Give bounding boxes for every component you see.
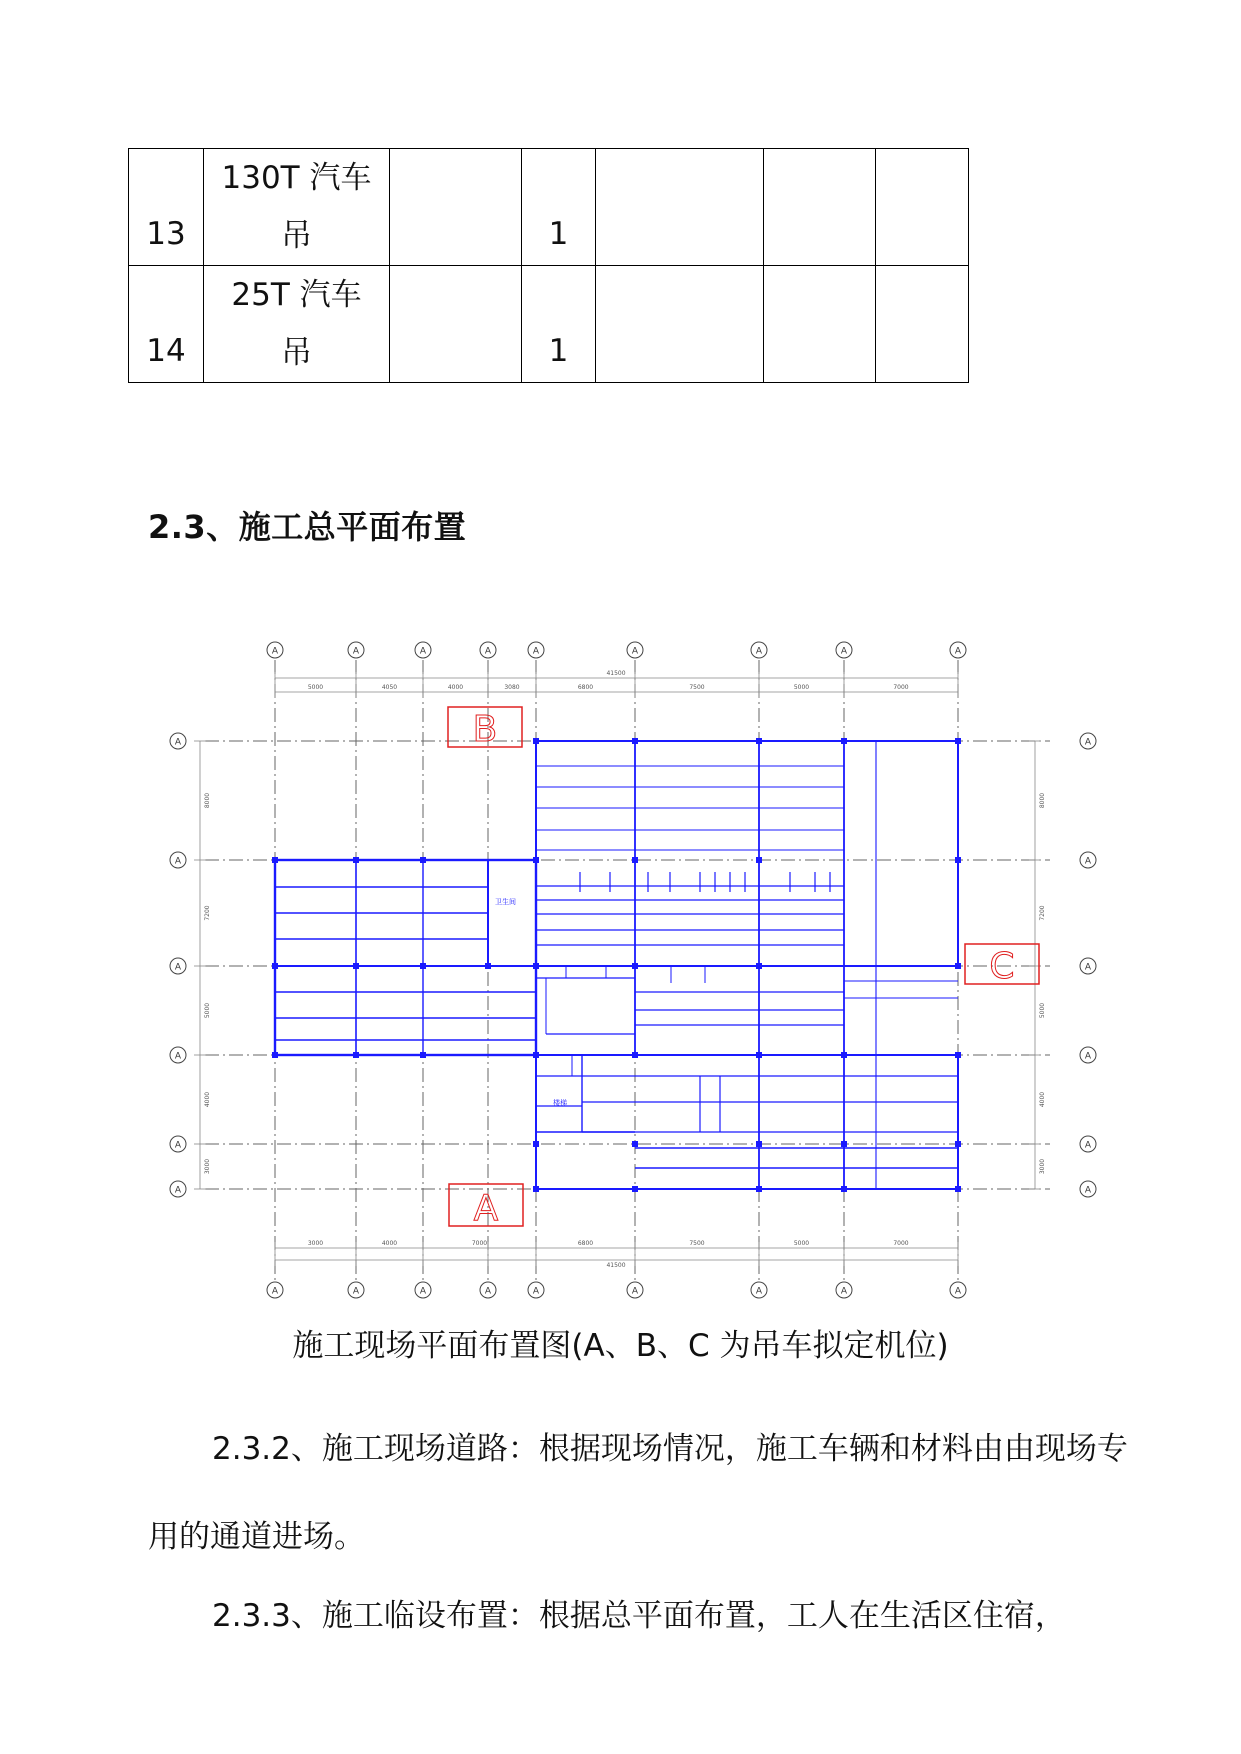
axis-bubble-label: A <box>631 1286 639 1297</box>
dimension-label: 4000 <box>381 1240 398 1247</box>
structure <box>272 738 961 1192</box>
column <box>533 1186 539 1192</box>
table-cell <box>596 266 764 383</box>
column <box>632 738 638 744</box>
dimension-label: 6800 <box>577 1240 594 1247</box>
column <box>841 1141 847 1147</box>
crane-marker-label: A <box>473 1188 499 1229</box>
table-cell <box>764 266 876 383</box>
column <box>756 1186 762 1192</box>
axis-bubble-label: A <box>755 1286 763 1297</box>
equipment-spec <box>390 266 522 383</box>
row-index: 14 <box>129 266 204 383</box>
column <box>353 857 359 863</box>
table-cell <box>876 266 969 383</box>
slab-outline <box>536 1055 958 1189</box>
column <box>533 738 539 744</box>
equipment-qty: 1 <box>522 149 596 266</box>
dimension-label: 4000 <box>204 1091 211 1108</box>
column <box>955 738 961 744</box>
axis-bubble-label: A <box>484 1286 492 1297</box>
column <box>756 738 762 744</box>
dimension-label: 6800 <box>577 684 594 691</box>
equipment-name <box>204 266 390 383</box>
section-heading: 2.3、施工总平面布置 <box>148 508 467 546</box>
dimension-label: 7500 <box>689 684 705 691</box>
axis-bubble-label: A <box>755 646 763 657</box>
dimension-label: 3000 <box>204 1158 211 1175</box>
axis-bubble-label: A <box>174 1185 182 1196</box>
column <box>955 1186 961 1192</box>
column <box>485 963 491 969</box>
dimension-label: 3080 <box>504 684 520 691</box>
dimension-label: 7500 <box>689 1240 705 1247</box>
axis-bubble-label: A <box>174 1140 182 1151</box>
column <box>841 1052 847 1058</box>
axis-bubble-label: A <box>954 1286 962 1297</box>
table-row <box>129 149 969 266</box>
dimension-label: 4050 <box>381 684 398 691</box>
column <box>533 1141 539 1147</box>
column <box>756 1052 762 1058</box>
axis-bubble-label: A <box>840 646 848 657</box>
axis-bubble-label: A <box>419 646 427 657</box>
dimension-label: 4000 <box>447 684 464 691</box>
paragraph-site-roads: 2.3.2、施工现场道路：根据现场情况，施工车辆和材料由由现场专用的通道进场。 <box>148 1431 1128 1555</box>
slab-outline <box>536 741 958 966</box>
axis-bubble-label: A <box>484 646 492 657</box>
dimension-label: 7200 <box>204 905 211 921</box>
dimension-label: 7000 <box>471 1240 488 1247</box>
equipment-name <box>204 149 390 266</box>
dimension-label: 4000 <box>1039 1091 1046 1108</box>
axis-bubble-label: A <box>174 962 182 973</box>
column <box>632 1186 638 1192</box>
table-row <box>129 266 969 383</box>
axis-bubble-label: A <box>174 1051 182 1062</box>
dimension-label: 5000 <box>1039 1002 1046 1019</box>
table-cell <box>876 149 969 266</box>
slab-outline <box>275 860 536 1055</box>
table-cell <box>764 149 876 266</box>
column <box>272 857 278 863</box>
dimension-label: 5000 <box>204 1002 211 1019</box>
axis-bubble-label: A <box>532 646 540 657</box>
paragraph-temp-facilities: 2.3.3、施工临设布置：根据总平面布置，工人在生活区住宿， <box>212 1598 1066 1634</box>
dimension-label: 3000 <box>1039 1158 1046 1175</box>
crane-marker-label: B <box>472 709 498 750</box>
column <box>632 963 638 969</box>
axis-bubble-label: A <box>1084 737 1092 748</box>
equipment-table <box>128 148 969 383</box>
equipment-name-line2: 吊 <box>281 218 312 254</box>
dimension-label: 41500 <box>606 670 626 677</box>
grid-lines <box>205 660 1050 1280</box>
axis-bubble-label: A <box>532 1286 540 1297</box>
site-plan-drawing <box>0 600 1241 1320</box>
column <box>272 963 278 969</box>
axis-bubble-label: A <box>271 1286 279 1297</box>
equipment-name-line2: 吊 <box>281 335 312 371</box>
equipment-name-line1: 25T 汽车 <box>231 277 362 313</box>
axis-bubble-label: A <box>1084 1140 1092 1151</box>
dimension-label: 5000 <box>307 684 324 691</box>
column <box>272 1052 278 1058</box>
dimension-label: 5000 <box>793 1240 810 1247</box>
dimension-label: 3000 <box>307 1240 324 1247</box>
equipment-qty: 1 <box>522 266 596 383</box>
axis-bubble-label: A <box>631 646 639 657</box>
equipment-spec <box>390 149 522 266</box>
dimension-lines <box>194 670 1046 1269</box>
column <box>841 738 847 744</box>
axis-bubble-label: A <box>419 1286 427 1297</box>
dimension-label: 41500 <box>606 1262 626 1269</box>
column <box>841 1186 847 1192</box>
column <box>632 857 638 863</box>
axis-bubble-label: A <box>174 856 182 867</box>
axis-bubble-label: A <box>174 737 182 748</box>
column <box>353 963 359 969</box>
column <box>353 1052 359 1058</box>
room-label-toilet: 卫生间 <box>495 898 516 906</box>
column <box>955 1052 961 1058</box>
axis-bubble-label: A <box>271 646 279 657</box>
column <box>756 1141 762 1147</box>
dimension-label: 7000 <box>893 684 909 691</box>
axis-bubble-label: A <box>1084 1185 1092 1196</box>
column <box>632 1141 638 1147</box>
dimension-label: 7200 <box>1039 905 1046 921</box>
axis-bubble-label: A <box>840 1286 848 1297</box>
column <box>756 963 762 969</box>
column <box>632 1052 638 1058</box>
table-cell <box>596 149 764 266</box>
crane-marker-label: C <box>989 946 1015 987</box>
column <box>420 857 426 863</box>
axis-bubble-label: A <box>352 1286 360 1297</box>
axis-bubble-label: A <box>1084 856 1092 867</box>
axis-bubble-label: A <box>1084 1051 1092 1062</box>
figure-caption: 施工现场平面布置图(A、B、C 为吊车拟定机位) <box>292 1328 949 1364</box>
column <box>533 963 539 969</box>
row-index: 13 <box>129 149 204 266</box>
axis-bubble-label: A <box>1084 962 1092 973</box>
dimension-label: 7000 <box>893 1240 909 1247</box>
dimension-label: 8000 <box>1039 792 1046 809</box>
column <box>533 1052 539 1058</box>
column <box>955 857 961 863</box>
dimension-label: 8000 <box>204 792 211 809</box>
column <box>420 1052 426 1058</box>
column <box>533 857 539 863</box>
axis-bubble-label: A <box>352 646 360 657</box>
room-label-stair: 楼梯 <box>553 1099 567 1107</box>
dimension-label: 5000 <box>793 684 810 691</box>
column <box>420 963 426 969</box>
column <box>955 1141 961 1147</box>
equipment-name-line1: 130T 汽车 <box>221 160 372 196</box>
axis-bubble-label: A <box>954 646 962 657</box>
column <box>955 963 961 969</box>
column <box>756 857 762 863</box>
